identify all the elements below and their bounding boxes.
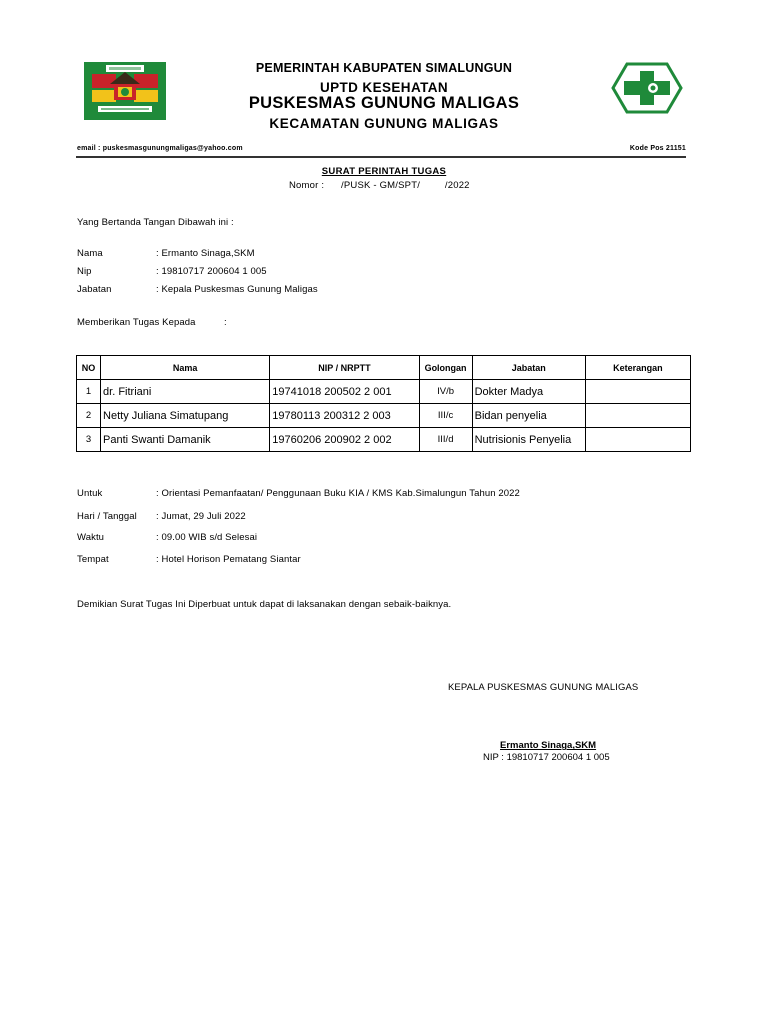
- header-keterangan: Keterangan: [585, 356, 690, 380]
- table-header-row: [77, 356, 691, 380]
- signature-nip: NIP : 19810717 200604 1 005: [483, 752, 610, 763]
- signer-value-nama: : Ermanto Sinaga,SKM: [156, 248, 255, 259]
- letterhead-puskesmas: PUSKESMAS GUNUNG MALIGAS: [248, 94, 520, 112]
- cell-keterangan: [585, 404, 690, 428]
- cell-nama: Panti Swanti Damanik: [101, 428, 270, 452]
- nomor-label: Nomor :: [289, 180, 325, 191]
- detail-label-hari: Hari / Tanggal: [77, 511, 137, 522]
- detail-label-waktu: Waktu: [77, 532, 105, 543]
- cell-keterangan: [585, 428, 690, 452]
- cell-keterangan: [585, 380, 690, 404]
- intro-text: Yang Bertanda Tangan Dibawah ini :: [77, 217, 234, 228]
- assignee-table: [76, 355, 691, 452]
- cell-golongan: III/d: [419, 428, 472, 452]
- assign-text: Memberikan Tugas Kepada: [77, 317, 196, 328]
- cell-jabatan: Bidan penyelia: [472, 404, 585, 428]
- assign-colon: :: [224, 317, 227, 328]
- nomor-middle: /PUSK - GM/SPT/: [341, 180, 421, 191]
- letterhead-email: email : puskesmasgunungmaligas@yahoo.com: [77, 145, 243, 152]
- signer-value-jabatan: : Kepala Puskesmas Gunung Maligas: [156, 284, 318, 295]
- detail-value-tempat: : Hotel Horison Pematang Siantar: [156, 554, 301, 565]
- cell-nip: 19741018 200502 2 001: [270, 380, 419, 404]
- cell-nip: 19780113 200312 2 003: [270, 404, 419, 428]
- letterhead-district: KECAMATAN GUNUNG MALIGAS: [269, 116, 499, 131]
- cell-jabatan: Nutrisionis Penyelia: [472, 428, 585, 452]
- document-title: SURAT PERINTAH TUGAS: [321, 166, 447, 177]
- header-nip: NIP / NRPTT: [270, 356, 419, 380]
- detail-value-hari: : Jumat, 29 Juli 2022: [156, 511, 246, 522]
- cell-nama: dr. Fitriani: [101, 380, 270, 404]
- table-row: [77, 428, 691, 452]
- cell-jabatan: Dokter Madya: [472, 380, 585, 404]
- letterhead-divider: [76, 156, 686, 158]
- signer-label-jabatan: Jabatan: [77, 284, 112, 295]
- closing-text: Demikian Surat Tugas Ini Diperbuat untuk dapat di laksanakan dengan sebaik-baiknya.: [77, 599, 452, 610]
- signer-value-nip: : 19810717 200604 1 005: [156, 266, 267, 277]
- header-nama: Nama: [101, 356, 270, 380]
- table-row: [77, 404, 691, 428]
- detail-label-untuk: Untuk: [77, 488, 103, 499]
- cell-nama: Netty Juliana Simatupang: [101, 404, 270, 428]
- signer-label-nip: Nip: [77, 266, 92, 277]
- signature-name: Ermanto Sinaga,SKM: [500, 740, 597, 751]
- signature-title: KEPALA PUSKESMAS GUNUNG MALIGAS: [448, 682, 639, 693]
- letterhead-postal-code: Kode Pos 21151: [629, 145, 686, 152]
- cell-nip: 19760206 200902 2 002: [270, 428, 419, 452]
- cell-golongan: IV/b: [419, 380, 472, 404]
- detail-value-untuk: : Orientasi Pemanfaatan/ Penggunaan Buku KIA / KMS Kab.Simalungun Tahun 2022: [156, 488, 520, 499]
- signer-label-nama: Nama: [77, 248, 103, 259]
- detail-label-tempat: Tempat: [77, 554, 109, 565]
- cell-golongan: III/c: [419, 404, 472, 428]
- document-number: [289, 180, 470, 191]
- header-jabatan: Jabatan: [472, 356, 585, 380]
- cell-no: 2: [77, 404, 101, 428]
- detail-value-waktu: : 09.00 WIB s/d Selesai: [156, 532, 258, 543]
- cell-no: 1: [77, 380, 101, 404]
- table-row: [77, 380, 691, 404]
- letterhead-government: PEMERINTAH KABUPATEN SIMALUNGUN: [255, 61, 513, 75]
- cell-no: 3: [77, 428, 101, 452]
- header-no: NO: [77, 356, 101, 380]
- nomor-year: /2022: [444, 180, 470, 191]
- header-golongan: Golongan: [419, 356, 472, 380]
- letterhead-unit: UPTD KESEHATAN: [319, 80, 449, 95]
